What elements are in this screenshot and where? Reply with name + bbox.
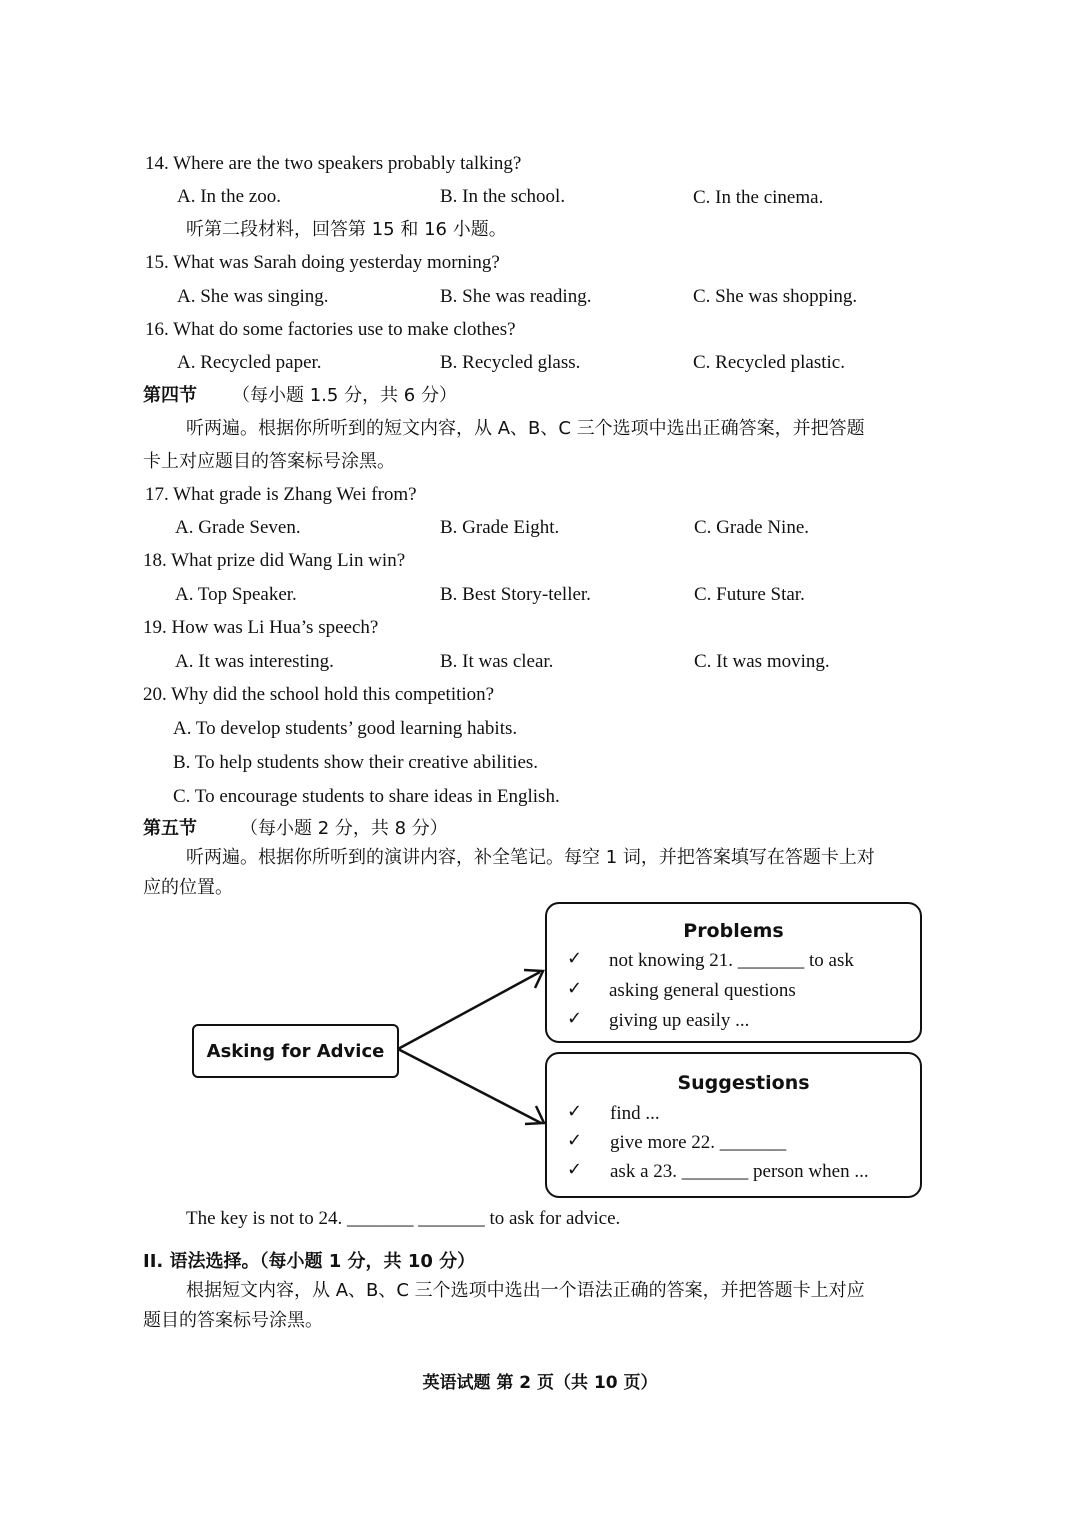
section-5-instructions: 听两遍。根据你所听到的演讲内容，补全笔记。每空 1 词，并把答案填写在答题卡上对 <box>186 847 875 868</box>
question-14-stem: 14. Where are the two speakers probably talking? <box>145 153 522 174</box>
section-4-title: 第四节 <box>143 385 197 406</box>
q18-option-a: A. Top Speaker. <box>175 584 297 605</box>
section-4-instructions-cont: 卡上对应题目的答案标号涂黑。 <box>143 451 395 472</box>
problems-item: giving up easily ... <box>609 1010 750 1031</box>
suggestions-box <box>545 1052 922 1198</box>
q18-option-c: C. Future Star. <box>694 584 805 605</box>
question-20-stem: 20. Why did the school hold this competition? <box>143 684 495 705</box>
q17-option-b: B. Grade Eight. <box>440 517 560 538</box>
q20-option-c: C. To encourage students to share ideas in English. <box>173 786 560 807</box>
q15-option-b: B. She was reading. <box>440 286 592 307</box>
q19-option-b: B. It was clear. <box>440 651 554 672</box>
q15-option-c: C. She was shopping. <box>693 286 858 307</box>
check-icon: ✓ <box>567 1130 583 1151</box>
check-icon: ✓ <box>567 1101 583 1122</box>
question-15-stem: 15. What was Sarah doing yesterday morning? <box>145 252 500 273</box>
suggestions-title: Suggestions <box>677 1072 810 1094</box>
question-18-stem: 18. What prize did Wang Lin win? <box>143 550 406 571</box>
arrow-to-problems <box>398 972 540 1049</box>
part-2-instructions: 根据短文内容，从 A、B、C 三个选项中选出一个语法正确的答案，并把答题卡上对应 <box>186 1280 865 1301</box>
key-sentence: The key is not to 24. _______ _______ to ask for advice. <box>186 1208 621 1229</box>
q14-option-a: A. In the zoo. <box>177 186 281 207</box>
part-2-instructions-cont: 题目的答案标号涂黑。 <box>143 1310 323 1331</box>
q16-option-a: A. Recycled paper. <box>177 352 322 373</box>
q16-option-b: B. Recycled glass. <box>440 352 581 373</box>
problems-box <box>545 902 922 1043</box>
q17-option-c: C. Grade Nine. <box>694 517 810 538</box>
q17-option-a: A. Grade Seven. <box>175 517 301 538</box>
q15-option-a: A. She was singing. <box>177 286 329 307</box>
check-icon: ✓ <box>567 1008 583 1029</box>
section-4-score: （每小题 1.5 分，共 6 分） <box>232 385 457 406</box>
section-5-title: 第五节 <box>143 818 197 839</box>
check-icon: ✓ <box>567 948 583 969</box>
check-icon: ✓ <box>567 978 583 999</box>
part-2-title: II. 语法选择。（每小题 1 分，共 10 分） <box>143 1251 476 1272</box>
section-note: 听第二段材料，回答第 15 和 16 小题。 <box>186 219 507 240</box>
suggestions-item: find ... <box>610 1103 660 1124</box>
section-5-score: （每小题 2 分，共 8 分） <box>240 818 448 839</box>
q20-option-b: B. To help students show their creative abilities. <box>173 752 539 773</box>
problems-title: Problems <box>683 920 784 942</box>
problems-item: asking general questions <box>609 980 796 1001</box>
suggestions-item: ask a 23. _______ person when ... <box>610 1161 869 1182</box>
q14-option-b: B. In the school. <box>440 186 566 207</box>
diagram-center-box <box>192 1024 399 1078</box>
section-5-instructions-cont: 应的位置。 <box>143 877 233 898</box>
check-icon: ✓ <box>567 1159 583 1180</box>
arrow-to-suggestions <box>398 1049 541 1123</box>
section-4-instructions: 听两遍。根据你所听到的短文内容，从 A、B、C 三个选项中选出正确答案，并把答题 <box>186 418 865 439</box>
problems-item: not knowing 21. _______ to ask <box>609 950 854 971</box>
q16-option-c: C. Recycled plastic. <box>693 352 845 373</box>
q19-option-a: A. It was interesting. <box>175 651 334 672</box>
question-17-stem: 17. What grade is Zhang Wei from? <box>145 484 417 505</box>
q19-option-c: C. It was moving. <box>694 651 830 672</box>
q14-option-c: C. In the cinema. <box>693 187 824 208</box>
question-16-stem: 16. What do some factories use to make clothes? <box>145 319 516 340</box>
q20-option-a: A. To develop students’ good learning habits. <box>173 718 518 739</box>
q18-option-b: B. Best Story-teller. <box>440 584 591 605</box>
question-19-stem: 19. How was Li Hua’s speech? <box>143 617 379 638</box>
suggestions-item: give more 22. _______ <box>610 1132 787 1153</box>
diagram-center-label: Asking for Advice <box>206 1040 385 1062</box>
page-footer: 英语试题 第 2 页（共 10 页） <box>422 1373 658 1393</box>
